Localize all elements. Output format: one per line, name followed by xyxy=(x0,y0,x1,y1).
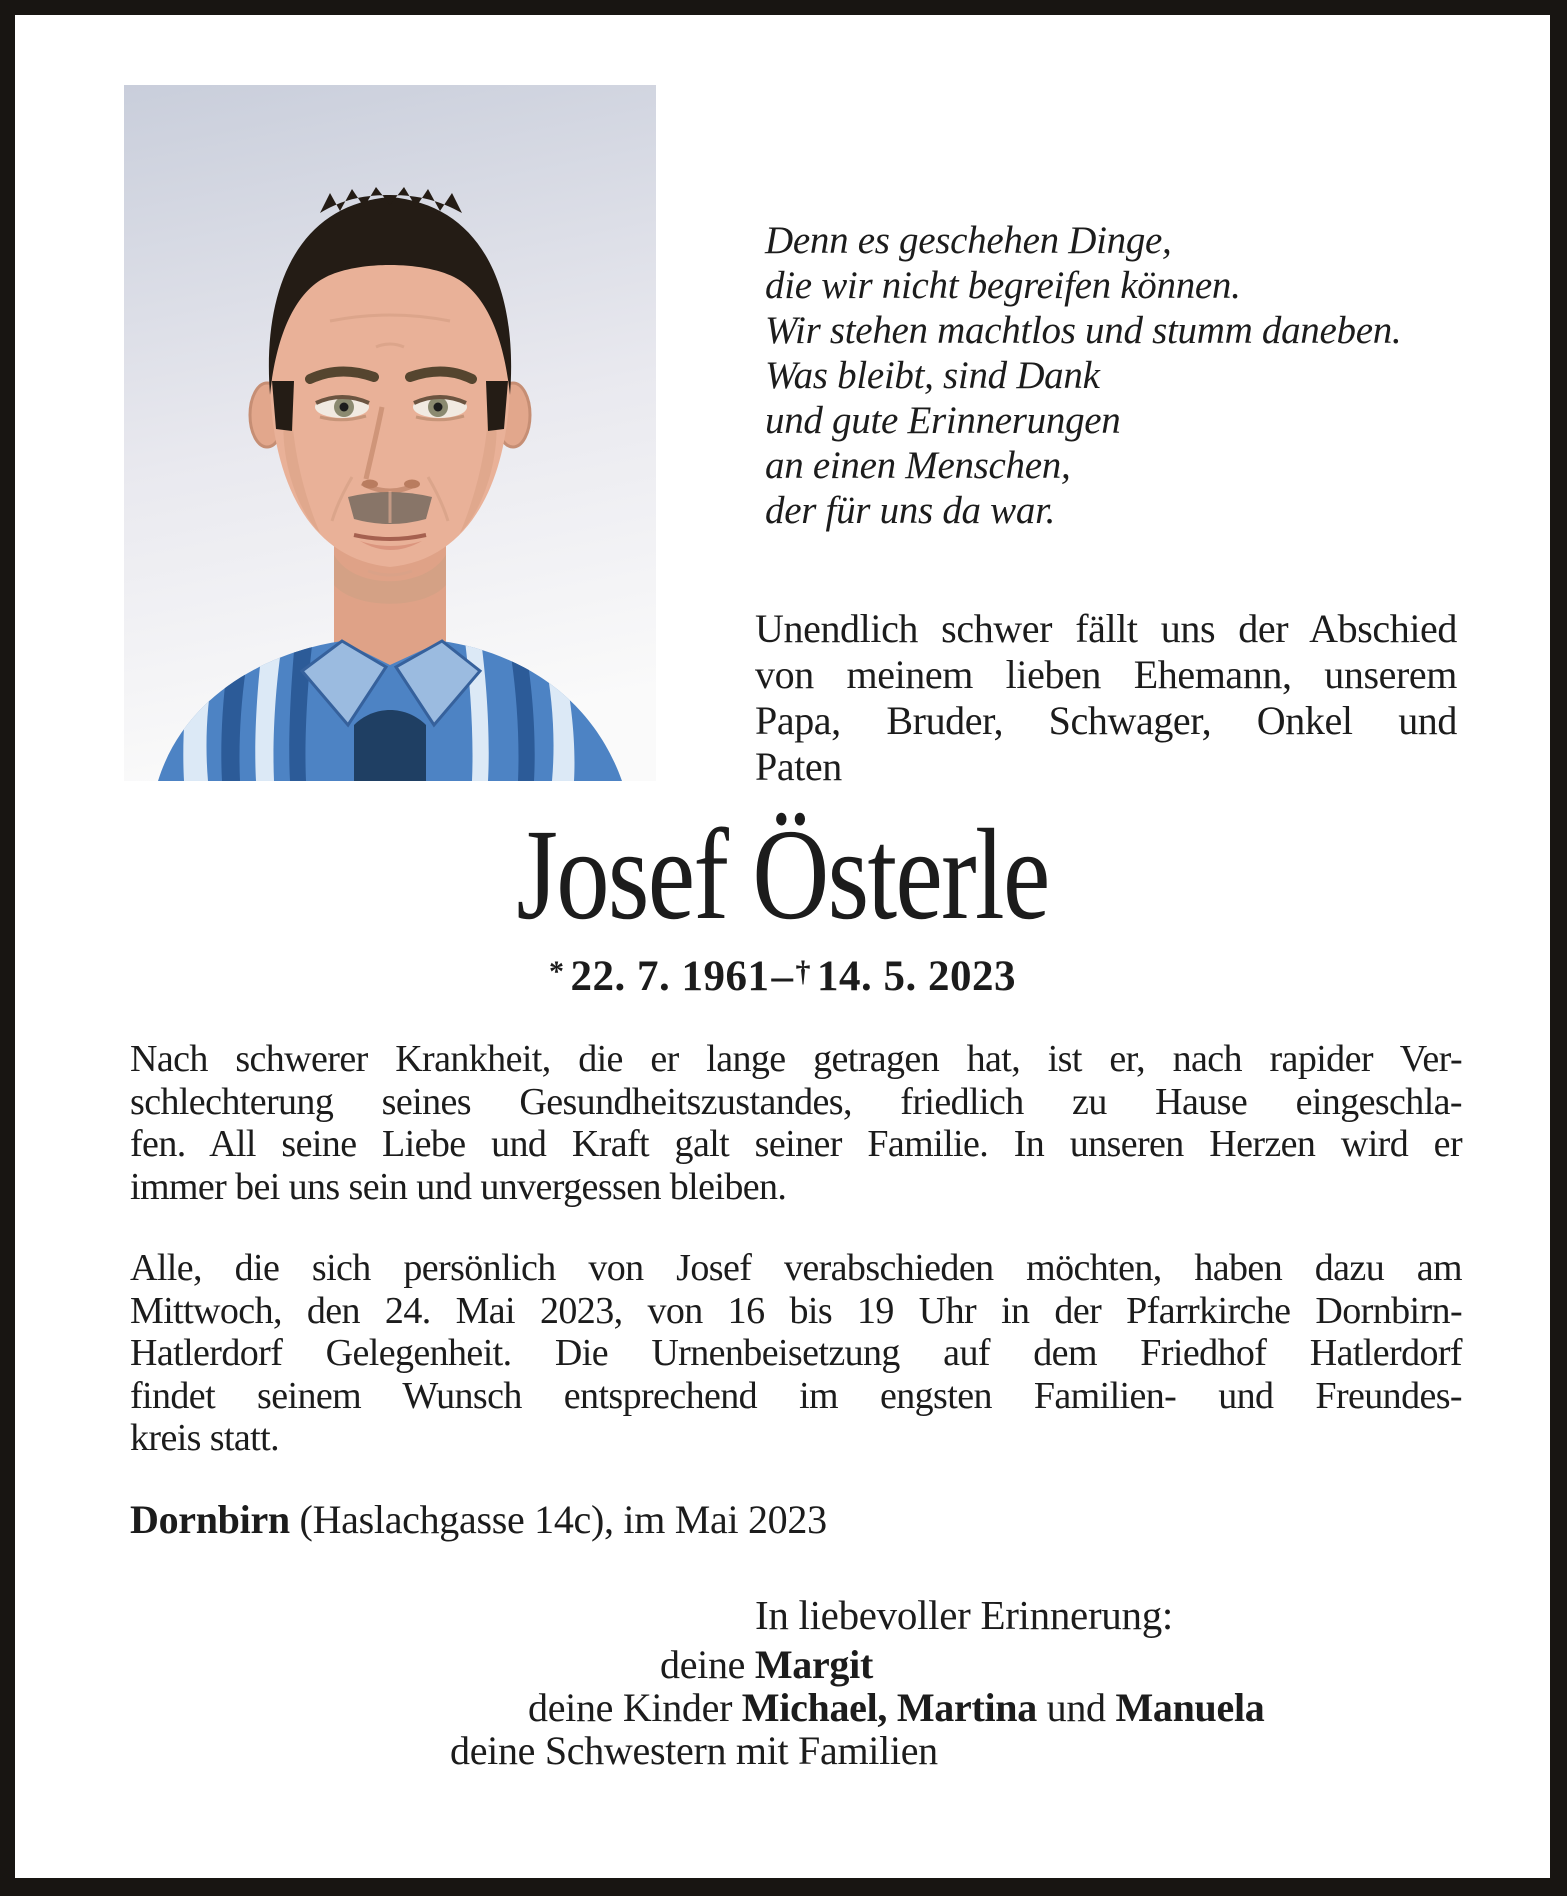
wife-name: Margit xyxy=(754,1642,873,1687)
intro-line: Unendlich schwer fällt uns der Abschied xyxy=(755,606,1457,651)
poem-line: der für uns da war. xyxy=(765,489,1056,532)
poem-line: Denn es geschehen Dinge, xyxy=(765,219,1172,262)
poem xyxy=(765,218,1401,533)
dates-separator: – xyxy=(771,953,794,1000)
paragraph-line: Alle, die sich persönlich von Josef verabschieden möchten, haben dazu am xyxy=(130,1247,1462,1289)
deceased-name: Josef Österle xyxy=(516,803,1049,947)
paragraph-line: Nach schwerer Krankheit, die er lange getragen hat, ist er, nach rapider Ver- xyxy=(130,1038,1462,1080)
paragraph-line: fen. All seine Liebe und Kraft galt seiner Familie. In unseren Herzen wird er xyxy=(130,1123,1462,1165)
place-date-line xyxy=(130,1496,827,1544)
poem-line: an einen Menschen, xyxy=(765,444,1071,487)
child-name: Manuela xyxy=(1115,1685,1265,1730)
poem-line: und gute Erinnerungen xyxy=(765,399,1121,442)
closing-prefix: deine Kinder xyxy=(528,1685,742,1730)
paragraph-line: immer bei uns sein und unvergessen bleiben. xyxy=(130,1165,787,1208)
portrait-photo-illustration xyxy=(124,85,656,781)
intro-line: Papa, Bruder, Schwager, Onkel und xyxy=(755,698,1457,743)
paragraph-line: Mittwoch, den 24. Mai 2023, von 16 bis 19 Uhr in der Pfarrkirche Dornbirn- xyxy=(130,1289,1462,1332)
obituary-sheet xyxy=(15,15,1550,1878)
birth-date: 22. 7. 1961 xyxy=(570,953,770,1000)
closing-mid: und xyxy=(1036,1685,1116,1730)
right-nostril xyxy=(404,480,420,489)
left-nostril xyxy=(362,480,378,489)
life-dates xyxy=(15,953,1550,1000)
paragraph-line: Hatlerdorf Gelegenheit. Die Urnenbeisetzung auf dem Friedhof Hatlerdorf xyxy=(130,1332,1462,1374)
poem-line: die wir nicht begreifen können. xyxy=(765,264,1241,307)
poem-line: Was bleibt, sind Dank xyxy=(765,354,1100,397)
birth-star-symbol: * xyxy=(549,955,565,988)
paragraph-line: schlechterung seines Gesundheitszustandes, friedlich zu Hause eingeschla- xyxy=(130,1080,1462,1123)
children-names: Michael, Martina xyxy=(741,1685,1037,1730)
intro-line: Paten xyxy=(755,744,842,789)
death-cross-symbol: † xyxy=(795,955,811,988)
place-rest: (Haslachgasse 14c), im Mai 2023 xyxy=(289,1497,827,1542)
closing-line-sisters: deine Schwestern mit Familien xyxy=(450,1728,938,1773)
poem-line: Wir stehen machtlos und stumm daneben. xyxy=(765,309,1402,352)
portrait-photo xyxy=(124,85,656,781)
closing-line-children xyxy=(528,1685,1264,1731)
closing-prefix: deine xyxy=(660,1642,755,1687)
paragraph-line: kreis statt. xyxy=(130,1417,279,1459)
deceased-name-row xyxy=(15,803,1550,947)
death-date: 14. 5. 2023 xyxy=(817,953,1016,1000)
place-name: Dornbirn xyxy=(130,1497,290,1542)
closing-line-wife xyxy=(660,1642,873,1688)
intro-paragraph xyxy=(755,606,1457,790)
obituary-paragraph-1 xyxy=(130,1038,1462,1208)
intro-line: von meinem lieben Ehemann, unserem xyxy=(755,652,1457,697)
closing-title: In liebevoller Erinnerung: xyxy=(755,1592,1173,1638)
paragraph-line: findet seinem Wunsch entsprechend im engsten Familien- und Freundes- xyxy=(130,1374,1462,1417)
obituary-paragraph-2 xyxy=(130,1247,1462,1460)
